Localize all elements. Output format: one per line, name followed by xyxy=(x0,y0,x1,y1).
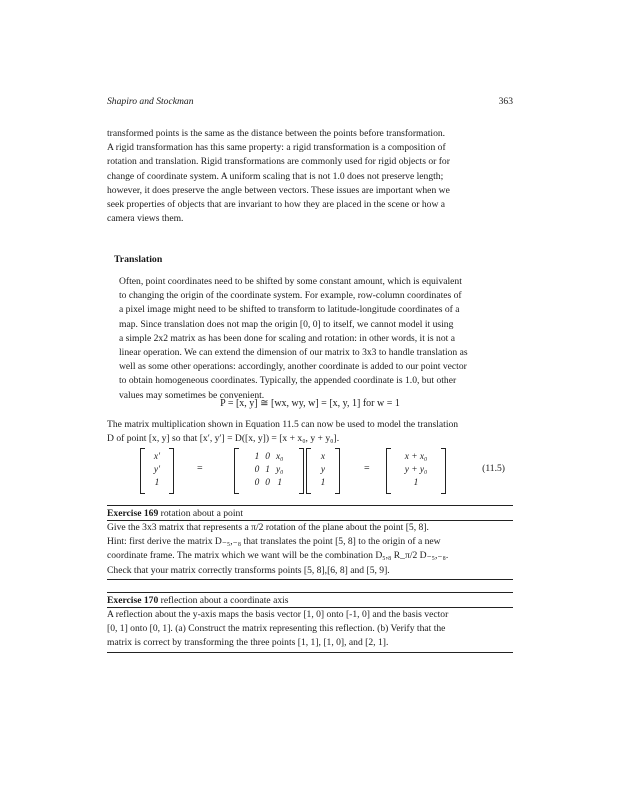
text-line: well as some other operations: accordingly, another coordinate is added to our point vector xyxy=(119,361,467,373)
translation-matrix xyxy=(234,448,304,494)
exercise-label: Exercise 169 xyxy=(107,508,159,519)
running-head-authors: Shapiro and Stockman xyxy=(107,96,194,107)
matrix-cell: 1 xyxy=(277,478,283,488)
text-line: however, it does preserve the angle between vectors. These issues are important when we xyxy=(107,184,450,196)
equals-sign: = xyxy=(197,463,203,474)
text-line: Often, point coordinates need to be shifted by some constant amount, which is equivalent xyxy=(119,276,462,287)
matrix-cell: x′ xyxy=(153,452,161,462)
matrix-cell: y′ xyxy=(153,465,161,475)
matrix-equation xyxy=(107,448,513,498)
lhs-vector xyxy=(140,448,174,494)
homogeneous-equation: P = [x, y] ≅ [wx, wy, w] = [x, y, 1] for w = 1 xyxy=(220,398,400,409)
text-line: camera views them. xyxy=(107,213,184,225)
matrix-cell: 0 xyxy=(254,465,260,475)
matrix-cell: x xyxy=(320,452,326,462)
text-line: matrix is correct by transforming the three points [1, 1], [1, 0], and [2, 1]. xyxy=(107,637,389,649)
matrix-cell: y₀ xyxy=(275,465,284,475)
text-line: [0, 1] onto [0, 1]. (a) Construct the matrix representing this reflection. (b) Verify that the xyxy=(107,623,446,635)
text-line: seek properties of objects that are invariant to how they are placed in the scene or how a xyxy=(107,199,446,211)
matrix-cell: x + x₀ xyxy=(404,452,428,462)
text-line: Hint: first derive the matrix D₋₅,₋₈ that translates the point [5, 8] to the origin of a new xyxy=(107,536,441,548)
text-line: The matrix multiplication shown in Equation 11.5 can now be used to model the translation xyxy=(107,419,459,430)
text-line: values may sometimes be convenient. xyxy=(119,389,265,401)
exercise-body xyxy=(107,521,513,580)
text-line: rotation and translation. Rigid transformations are commonly used for rigid objects or for xyxy=(107,156,450,168)
running-head xyxy=(107,95,513,109)
point-vector xyxy=(306,448,340,494)
matrix-cell: 1 xyxy=(254,452,260,462)
exercise-body xyxy=(107,608,513,653)
matrix-cell: 0 xyxy=(265,452,270,462)
matrix-cell: 0 xyxy=(265,478,270,488)
exercise-topic: reflection about a coordinate axis xyxy=(160,595,289,606)
matrix-cell: 1 xyxy=(265,465,270,475)
exercise-label: Exercise 170 xyxy=(107,595,159,606)
equation-number: (11.5) xyxy=(482,463,505,474)
rhs-vector xyxy=(386,448,446,494)
matrix-cell: 1 xyxy=(320,478,326,488)
text-line: map. Since translation does not map the origin [0, 0] to itself, we cannot model it using xyxy=(119,318,454,330)
text-line: Check that your matrix correctly transforms points [5, 8],[6, 8] and [5, 9]. xyxy=(107,564,390,576)
after-equation-paragraph xyxy=(107,418,513,446)
text-line: a simple 2x2 matrix as has been done for scaling and rotation: in other words, it is not a xyxy=(119,332,455,344)
page-number: 363 xyxy=(498,96,513,107)
matrix-cell: y xyxy=(320,465,326,475)
text-line: transformed points is the same as the distance between the points before transformation. xyxy=(107,128,446,139)
exercise-title xyxy=(107,505,513,521)
text-line: Give the 3x3 matrix that represents a π/2 rotation of the plane about the point [5, 8]. xyxy=(107,522,429,533)
matrix-cell: x₀ xyxy=(275,452,284,462)
matrix-cell: 1 xyxy=(413,478,419,488)
text-line: change of coordinate system. A uniform scaling that is not 1.0 does not preserve length; xyxy=(107,170,444,182)
exercise-169 xyxy=(107,505,513,580)
exercise-title xyxy=(107,592,513,608)
text-line: to changing the origin of the coordinate system. For example, row-column coordinates of xyxy=(119,290,462,302)
text-line: A rigid transformation has this same property: a rigid transformation is a composition of xyxy=(107,142,446,154)
exercise-topic: rotation about a point xyxy=(160,508,243,519)
text-line: to obtain homogeneous coordinates. Typically, the appended coordinate is 1.0, but other xyxy=(119,375,457,387)
exercise-170 xyxy=(107,592,513,653)
equals-sign: = xyxy=(364,463,370,474)
text-line: coordinate frame. The matrix which we want will be the combination D₅,₈ R_π/2 D₋₅,₋₈. xyxy=(107,550,449,562)
translation-paragraph xyxy=(107,275,513,403)
matrix-cell: 1 xyxy=(154,478,160,488)
section-heading-translation: Translation xyxy=(114,254,163,265)
text-line: linear operation. We can extend the dimension of our matrix to 3x3 to handle translation as xyxy=(119,347,468,359)
matrix-cell: y + y₀ xyxy=(404,465,428,475)
text-line: a pixel image might need to be shifted to transform to latitude-longitude coordinates of a xyxy=(119,304,460,316)
matrix-cell: 0 xyxy=(254,478,260,488)
intro-paragraph xyxy=(107,127,513,226)
text-line: D of point [x, y] so that [x′, y′] = D([x, y]) = [x + x₀, y + y₀]. xyxy=(107,433,340,445)
text-line: A reflection about the y-axis maps the basis vector [1, 0] onto [-1, 0] and the basis vector xyxy=(107,609,449,620)
